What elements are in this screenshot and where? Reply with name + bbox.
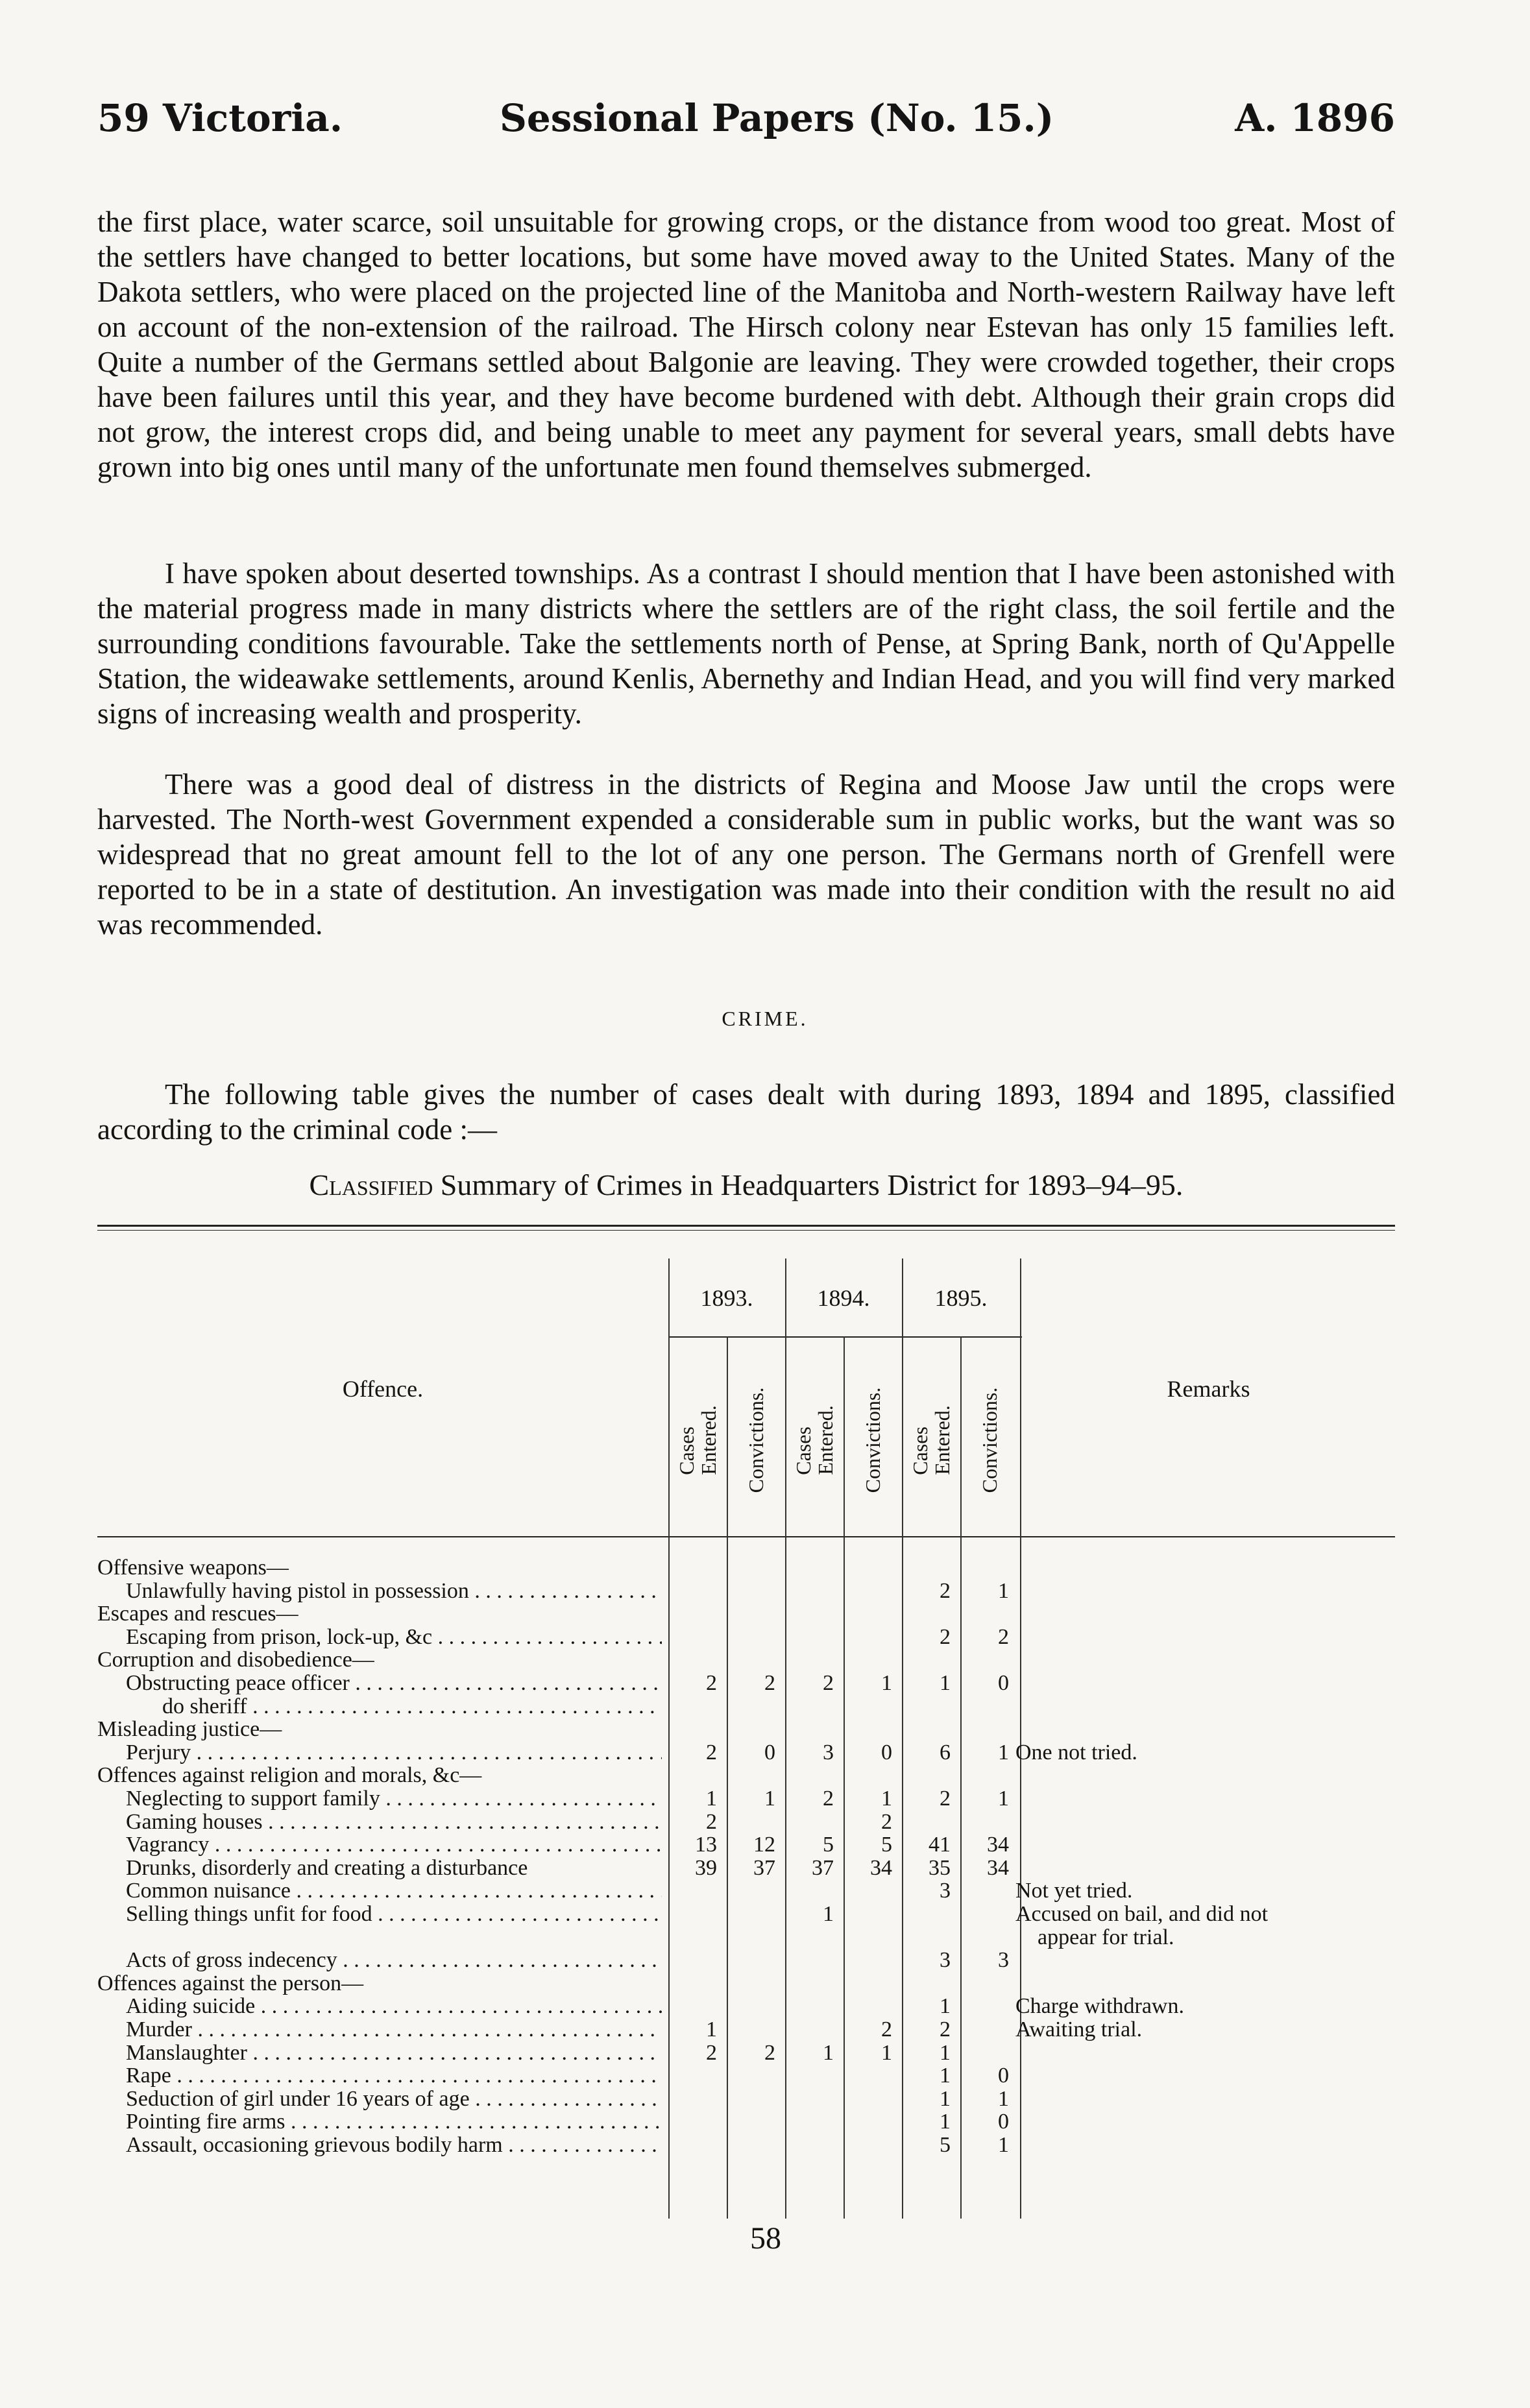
paragraph-3: There was a good deal of distress in the districts of Regina and Moose Jaw until the crops were harvested. The North-west Government expended a considerable sum in public works, but the want was so widespread that no great amount fell to the lot of any one person. The Germans north of Grenfell were reported to be in a state of destitution. An investigation was made into their condition with the result no aid was recommended. <box>97 768 1395 941</box>
offence-label: Acts of gross indecency . . . <box>126 1949 662 1971</box>
cases-cell: 1 <box>706 2017 717 2041</box>
header-volume: 59 Victoria. <box>97 96 343 140</box>
cases-cell: 35 <box>929 1855 951 1880</box>
cases-cell: 1 <box>940 2110 951 2134</box>
convictions-cell: 1 <box>881 1787 892 1811</box>
cases-cell: 2 <box>940 1787 951 1811</box>
offence-label: Assault, occasioning grievous bodily harm . . . <box>126 2134 662 2156</box>
offence-label: Obstructing peace officer . . . <box>126 1672 662 1694</box>
year-1895: 1895. <box>934 1285 988 1311</box>
cases-cell: 2 <box>940 1624 951 1649</box>
table-row <box>97 1788 1395 1810</box>
cases-cell: 2 <box>706 1671 717 1695</box>
cases-header-1893: Cases Entered. <box>675 1405 720 1475</box>
remark-cell: Accused on bail, and did not <box>1015 1902 1269 1926</box>
cases-cell: 5 <box>823 1833 834 1857</box>
remark-cell: appear for trial. <box>1015 1925 1174 1949</box>
remark-cell: Charge withdrawn. <box>1015 1994 1184 2019</box>
convictions-cell: 34 <box>870 1855 892 1880</box>
table-row <box>97 1857 1395 1879</box>
convictions-cell: 2 <box>881 2017 892 2041</box>
table-row <box>97 1672 1395 1694</box>
convictions-cell: 1 <box>998 2133 1009 2157</box>
table-row <box>97 1811 1395 1833</box>
section-title: CRIME. <box>722 1007 808 1030</box>
convictions-cell: 34 <box>987 1833 1009 1857</box>
offence-label: Pointing fire arms . . . <box>126 2111 662 2133</box>
cases-cell: 1 <box>706 1787 717 1811</box>
offence-header: Offence. <box>342 1376 424 1402</box>
offence-label: Misleading justice— <box>97 1718 282 1741</box>
year-1893: 1893. <box>700 1285 753 1311</box>
offence-label: Drunks, disorderly and creating a disturbance <box>126 1857 528 1879</box>
table-row <box>97 2042 1395 2064</box>
offence-label: Perjury . . . <box>126 1742 662 1764</box>
cases-cell: 1 <box>940 1671 951 1695</box>
table-row <box>97 1764 1395 1787</box>
cases-cell: 2 <box>706 1740 717 1764</box>
table-row <box>97 1903 1395 1925</box>
table-top-rule-thin <box>97 1230 1395 1231</box>
offence-label: Vagrancy . . . <box>126 1834 662 1856</box>
offence-label: do sheriff . . . <box>162 1696 662 1718</box>
caption-rest: Summary of Crimes in Headquarters District for 1893–94–95. <box>433 1168 1184 1201</box>
convictions-cell: 37 <box>753 1855 775 1880</box>
convictions-cell: 34 <box>987 1855 1009 1880</box>
remark-cell: Not yet tried. <box>1015 1879 1133 1903</box>
convictions-cell: 1 <box>998 2086 1009 2111</box>
table-row <box>97 1880 1395 1902</box>
cases-cell: 39 <box>695 1855 717 1880</box>
header-title: Sessional Papers (No. 15.) <box>500 96 1054 140</box>
convictions-cell: 1 <box>881 1671 892 1695</box>
running-header <box>97 96 1395 148</box>
convictions-cell: 0 <box>998 2064 1009 2088</box>
year-1894: 1894. <box>817 1285 870 1311</box>
offence-label: Escaping from prison, lock-up, &c . . . <box>126 1626 662 1648</box>
table-row <box>97 2111 1395 2133</box>
offence-label: Gaming houses . . . <box>126 1811 662 1833</box>
table-row <box>97 1718 1395 1740</box>
convictions-cell: 1 <box>998 1787 1009 1811</box>
offence-label: Offensive weapons— <box>97 1557 289 1579</box>
convictions-cell: 12 <box>753 1833 775 1857</box>
table-row <box>97 1626 1395 1648</box>
table-row <box>97 1696 1395 1718</box>
cases-cell: 3 <box>823 1740 834 1764</box>
table-row <box>97 1973 1395 1995</box>
cases-cell: 2 <box>823 1787 834 1811</box>
cases-cell: 2 <box>706 1809 717 1834</box>
table-row <box>97 1995 1395 2017</box>
offence-label: Offences against the person— <box>97 1972 364 1995</box>
offence-label: Offences against religion and morals, &c— <box>97 1764 482 1787</box>
offence-label: Selling things unfit for food . . . <box>126 1903 662 1925</box>
table-row <box>97 1949 1395 1971</box>
convictions-cell: 0 <box>998 2110 1009 2134</box>
cases-cell: 1 <box>940 2086 951 2111</box>
offence-label: Escapes and rescues— <box>97 1603 298 1626</box>
table-row <box>97 1834 1395 1856</box>
page-number: 58 <box>750 2221 781 2256</box>
table-row <box>97 1927 1395 1949</box>
cases-cell: 2 <box>940 1578 951 1603</box>
offence-label: Unlawfully having pistol in possession . . . <box>126 1580 662 1602</box>
cases-header-1894: Cases Entered. <box>792 1405 837 1475</box>
caption-lead: Classified <box>309 1168 433 1201</box>
table-top-rule <box>97 1225 1395 1227</box>
offence-label: Seduction of girl under 16 years of age . . . <box>126 2088 662 2110</box>
table-row <box>97 2019 1395 2041</box>
cases-cell: 2 <box>823 1671 834 1695</box>
table-row <box>97 2065 1395 2087</box>
year-rule <box>668 1336 1022 1338</box>
convictions-cell: 1 <box>998 1740 1009 1764</box>
offence-label: Common nuisance . . . <box>126 1880 662 1902</box>
cases-cell: 5 <box>940 2133 951 2157</box>
convictions-cell: 2 <box>764 1671 775 1695</box>
table-caption <box>97 1168 1395 1202</box>
table-row <box>97 2088 1395 2110</box>
table-row <box>97 1603 1395 1625</box>
cases-cell: 2 <box>706 2040 717 2065</box>
cases-cell: 3 <box>940 1879 951 1903</box>
paragraph-1: the first place, water scarce, soil unsuitable for growing crops, or the distance from wood too great. Most of the settlers have changed to better locations, but some have moved away to the United States. Many of the Dakota settlers, who were placed on the projected line of the Manitoba and North-western Railway have left on account of the non-extension of the railroad. The Hirsch colony near Estevan has only 15 families left. Quite a number of the Germans settled about Balgonie are leaving. They were crowded together, their crops have been failures until this year, and they have become burdened with debt. Although their grain crops did not grow, the interest crops did, and being unable to meet any payment for several years, small debts have grown into big ones until many of the unfortunate men found themselves submerged. <box>97 206 1395 483</box>
cases-cell: 1 <box>823 2040 834 2065</box>
cases-cell: 13 <box>695 1833 717 1857</box>
cases-cell: 2 <box>940 2017 951 2041</box>
table-row <box>97 1557 1395 1579</box>
convictions-cell: 0 <box>998 1671 1009 1695</box>
cases-cell: 1 <box>823 1902 834 1926</box>
cases-cell: 1 <box>940 2064 951 2088</box>
remark-cell: Awaiting trial. <box>1015 2017 1143 2041</box>
header-year: A. 1896 <box>1235 96 1395 140</box>
convictions-cell: 1 <box>881 2040 892 2065</box>
offence-label: Corruption and disobedience— <box>97 1649 374 1672</box>
table-intro: The following table gives the number of cases dealt with during 1893, 1894 and 1895, classified according to the criminal code :— <box>97 1078 1395 1146</box>
convictions-cell: 5 <box>881 1833 892 1857</box>
cases-cell: 3 <box>940 1948 951 1973</box>
convictions-cell: 1 <box>764 1787 775 1811</box>
convictions-cell: 1 <box>998 1578 1009 1603</box>
cases-header-1895: Cases Entered. <box>908 1405 954 1475</box>
remarks-header: Remarks <box>1167 1376 1250 1402</box>
convictions-cell: 0 <box>764 1740 775 1764</box>
offence-label: Neglecting to support family . . . <box>126 1788 662 1810</box>
convictions-header-1893: Convictions. <box>744 1387 768 1493</box>
table-row <box>97 1580 1395 1602</box>
convictions-cell: 3 <box>998 1948 1009 1973</box>
remark-cell: One not tried. <box>1015 1740 1137 1764</box>
offence-label: Aiding suicide . . . <box>126 1995 662 2017</box>
offence-label: Rape . . . <box>126 2065 662 2087</box>
table-header-rule <box>97 1536 1395 1537</box>
paragraph-2: I have spoken about deserted townships. As a contrast I should mention that I have been astonished with the material progress made in many districts where the settlers are of the right class, the soil fertile and the surrounding conditions favourable. Take the settlements north of Pense, at Spring Bank, north of Qu'Appelle Station, the wideawake settlements, around Kenlis, Abernethy and Indian Head, and you will find very marked signs of increasing wealth and prosperity. <box>97 557 1395 730</box>
cases-cell: 41 <box>929 1833 951 1857</box>
cases-cell: 37 <box>812 1855 834 1880</box>
cases-cell: 1 <box>940 1994 951 2019</box>
convictions-cell: 2 <box>764 2040 775 2065</box>
cases-cell: 1 <box>940 2040 951 2065</box>
table-row <box>97 1742 1395 1764</box>
table-row <box>97 1649 1395 1671</box>
offence-label: Manslaughter . . . <box>126 2042 662 2064</box>
table-row <box>97 2134 1395 2156</box>
cases-cell: 6 <box>940 1740 951 1764</box>
convictions-cell: 0 <box>881 1740 892 1764</box>
offence-label: Murder . . . <box>126 2019 662 2041</box>
convictions-header-1895: Convictions. <box>978 1387 1001 1493</box>
convictions-cell: 2 <box>881 1809 892 1834</box>
convictions-cell: 2 <box>998 1624 1009 1649</box>
convictions-header-1894: Convictions. <box>861 1387 884 1493</box>
